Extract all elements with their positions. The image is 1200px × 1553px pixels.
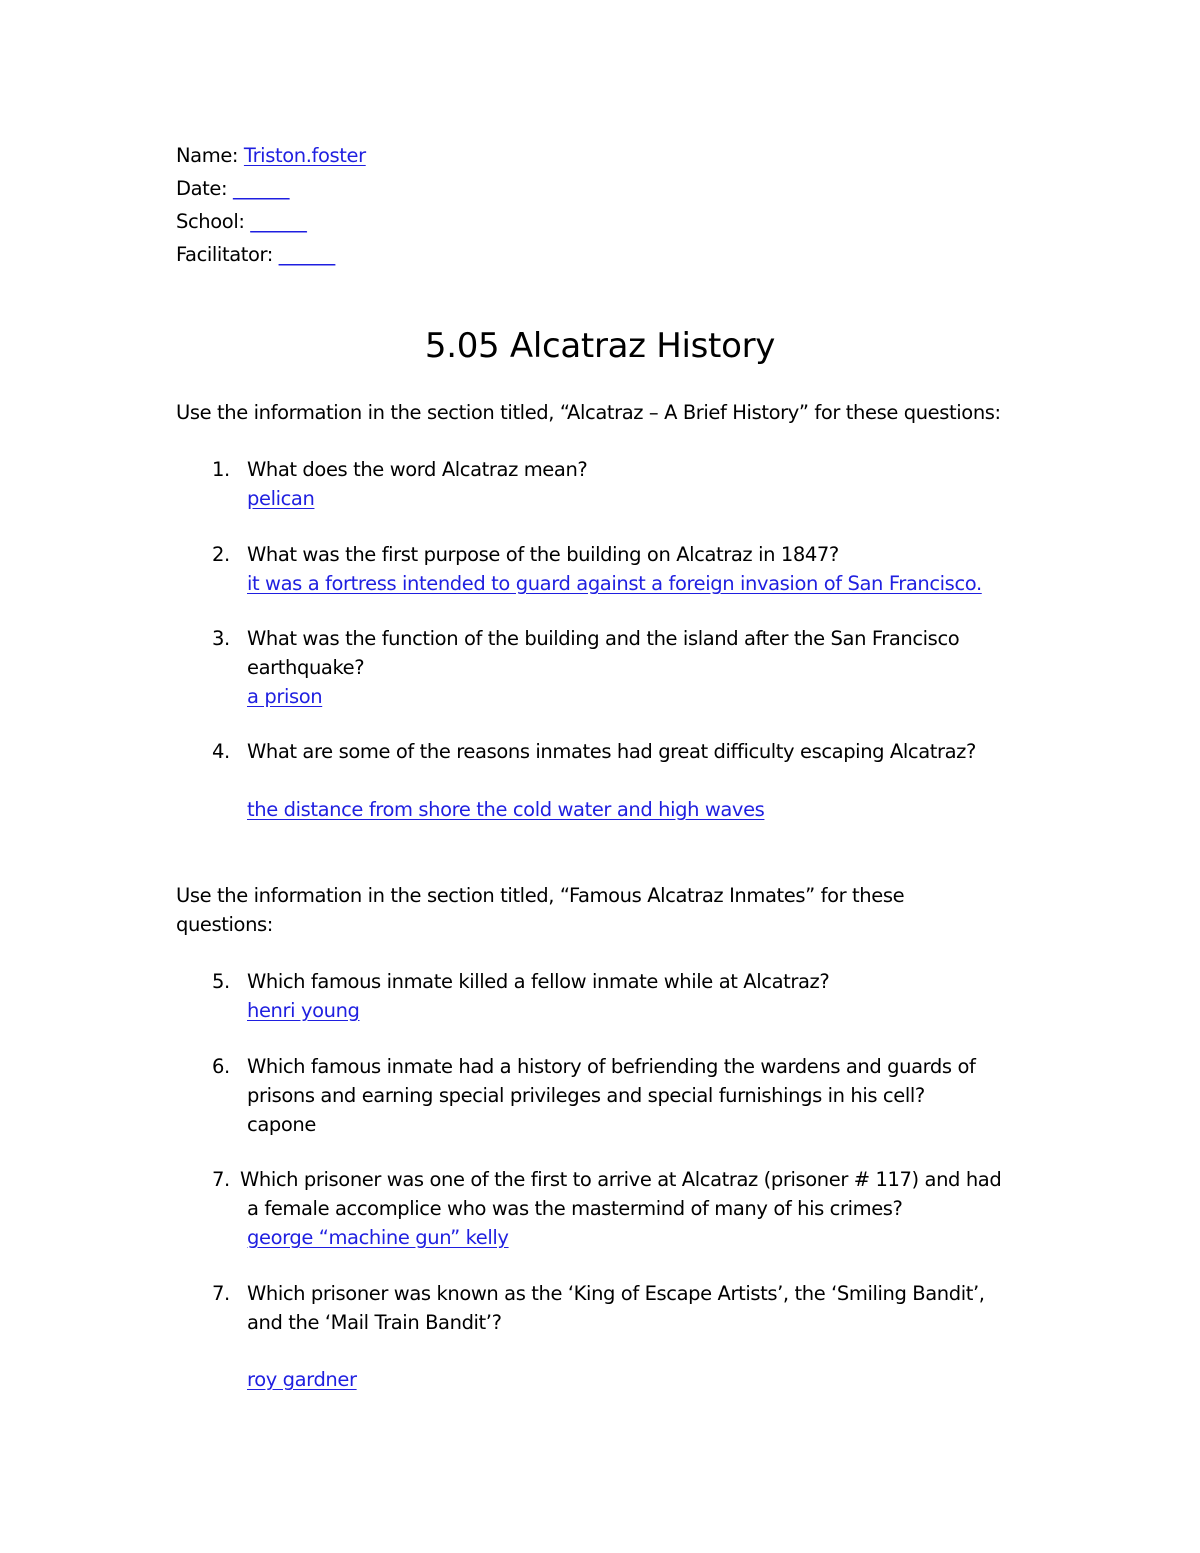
- q7a-number: 7.: [212, 1168, 230, 1191]
- school-value: ______: [250, 210, 307, 233]
- q6-text-line2: prisons and earning special privileges and special furnishings in his cell?: [247, 1084, 925, 1107]
- school-label: School:: [176, 210, 245, 233]
- q7a-text-line1: Which prisoner was one of the first to arrive at Alcatraz (prisoner # 117) and had: [240, 1168, 1002, 1191]
- q6-answer: capone: [247, 1113, 316, 1136]
- q4-answer: the distance from shore the cold water and high waves: [247, 798, 765, 821]
- facilitator-label: Facilitator:: [176, 243, 273, 266]
- q4-text: What are some of the reasons inmates had great difficulty escaping Alcatraz?: [247, 740, 976, 763]
- page-title: 5.05 Alcatraz History: [424, 326, 776, 366]
- q1-answer: pelican: [247, 487, 315, 510]
- section2-intro-line1: Use the information in the section titled, “Famous Alcatraz Inmates” for these: [176, 884, 905, 907]
- q7a-answer: george “machine gun” kelly: [247, 1226, 509, 1249]
- date-line: [176, 175, 289, 203]
- q7b-text-line1: Which prisoner was known as the ‘King of Escape Artists’, the ‘Smiling Bandit’,: [247, 1282, 985, 1305]
- name-label: Name:: [176, 144, 239, 167]
- date-value: ______: [233, 177, 290, 200]
- facilitator-value: ______: [278, 243, 335, 266]
- facilitator-line: [176, 241, 335, 269]
- q7a-text-line2: a female accomplice who was the mastermind of many of his crimes?: [247, 1197, 903, 1220]
- q6-text-line1: Which famous inmate had a history of befriending the wardens and guards of: [247, 1055, 976, 1078]
- q4-number: 4.: [212, 740, 230, 763]
- name-value: Triston.foster: [243, 144, 366, 167]
- school-line: [176, 208, 306, 236]
- q3-number: 3.: [212, 627, 230, 650]
- q3-text-line1: What was the function of the building and the island after the San Francisco: [247, 627, 960, 650]
- q2-text: What was the first purpose of the building on Alcatraz in 1847?: [247, 543, 839, 566]
- q5-number: 5.: [212, 970, 230, 993]
- q2-answer: it was a fortress intended to guard against a foreign invasion of San Francisco.: [247, 572, 982, 595]
- q1-text: What does the word Alcatraz mean?: [247, 458, 588, 481]
- name-line: [176, 142, 366, 170]
- q7b-answer: roy gardner: [247, 1368, 357, 1391]
- section2-intro-line2: questions:: [176, 913, 273, 936]
- q5-answer: henri young: [247, 999, 360, 1022]
- section1-intro: Use the information in the section titled, “Alcatraz – A Brief History” for these questions:: [176, 401, 1001, 424]
- q2-number: 2.: [212, 543, 230, 566]
- q3-text-line2: earthquake?: [247, 656, 365, 679]
- q7b-text-line2: and the ‘Mail Train Bandit’?: [247, 1311, 502, 1334]
- q3-answer: a prison: [247, 685, 323, 708]
- q1-number: 1.: [212, 458, 230, 481]
- date-label: Date:: [176, 177, 228, 200]
- q6-number: 6.: [212, 1055, 230, 1078]
- q5-text: Which famous inmate killed a fellow inmate while at Alcatraz?: [247, 970, 830, 993]
- q7b-number: 7.: [212, 1282, 230, 1305]
